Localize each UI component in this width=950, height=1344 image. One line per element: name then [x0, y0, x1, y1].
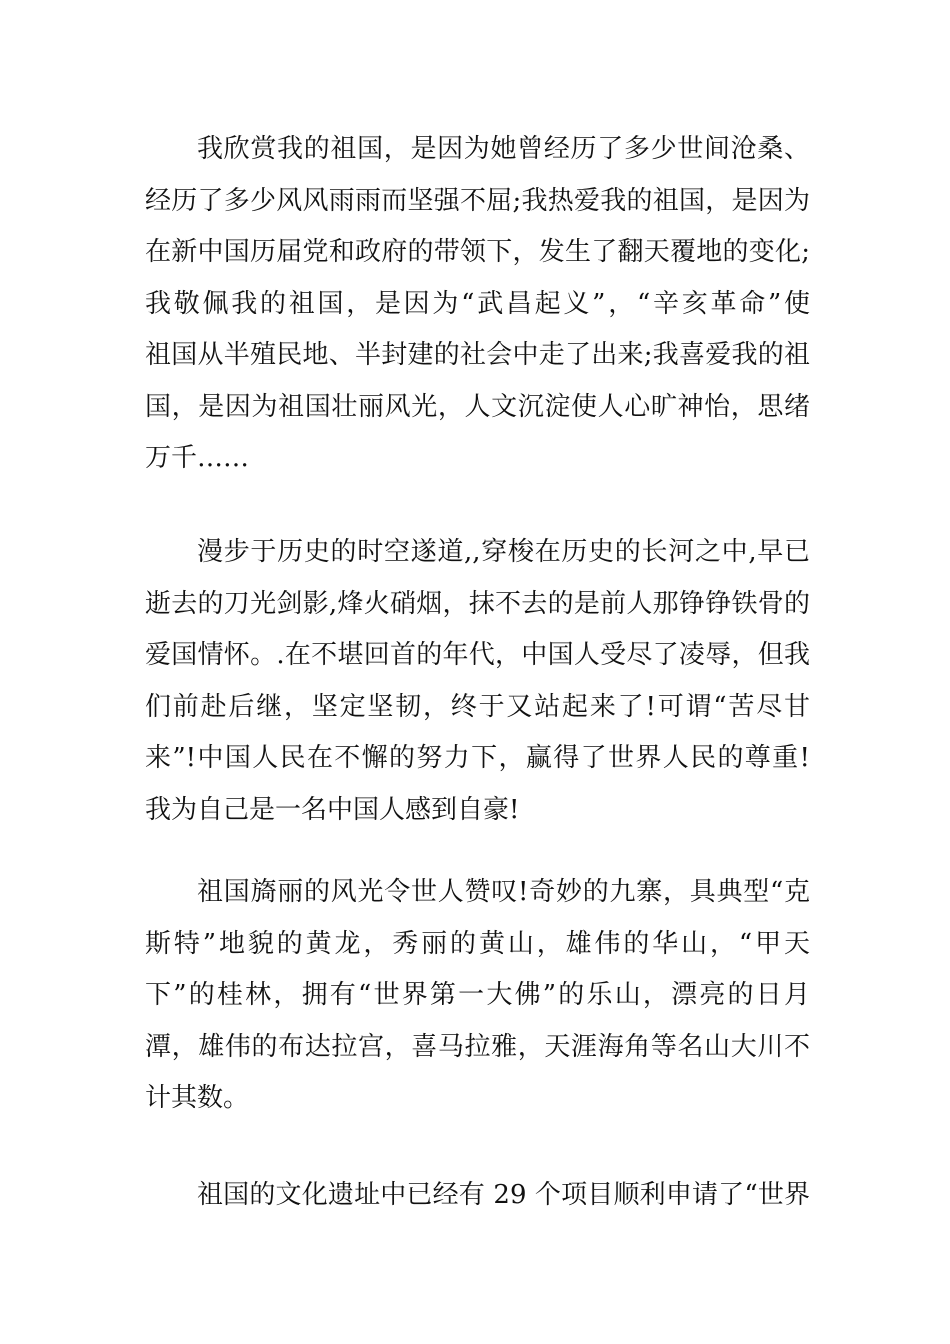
paragraph-1: [145, 124, 810, 485]
paragraph-line: 下”的桂林，拥有“世界第一大佛”的乐山，漂亮的日月: [145, 980, 810, 1010]
paragraph-line: 万千……: [145, 443, 250, 473]
paragraph-line: 国，是因为祖国壮丽风光，人文沉淀使人心旷神怡，思绪: [145, 391, 810, 422]
paragraph-line: 祖国从半殖民地、半封建的社会中走了出来;我喜爱我的祖: [145, 340, 810, 370]
paragraph-line: 我为自己是一名中国人感到自豪!: [145, 794, 520, 825]
paragraph-line: 我欣赏我的祖国，是因为她曾经历了多少世间沧桑、: [197, 134, 810, 164]
paragraph-line: 计其数。: [145, 1083, 250, 1113]
paragraph-line: 来”!中国人民在不懈的努力下，赢得了世界人民的尊重!: [145, 743, 810, 773]
paragraph-3: [145, 867, 810, 1125]
paragraph-line: 祖国的文化遗址中已经有 29 个项目顺利申请了“世界: [197, 1180, 810, 1210]
paragraph-line: 我敬佩我的祖国，是因为“武昌起义”，“辛亥革命”使: [145, 288, 810, 319]
paragraph-line: 们前赴后继，坚定坚韧，终于又站起来了!可谓“苦尽甘: [145, 691, 810, 722]
paragraph-line: 在新中国历届党和政府的带领下，发生了翻天覆地的变化;: [145, 237, 810, 267]
paragraph-line: 逝去的刀光剑影,烽火硝烟，抹不去的是前人那铮铮铁骨的: [145, 588, 810, 619]
paragraph-2: [145, 527, 810, 836]
paragraph-line: 漫步于历史的时空遂道,,穿梭在历史的长河之中,早已: [197, 537, 810, 567]
paragraph-line: 爱国情怀。.在不堪回首的年代，中国人受尽了凌辱，但我: [145, 640, 810, 670]
paragraph-line: 祖国旖丽的风光令世人赞叹!奇妙的九寨，具典型“克: [197, 877, 810, 907]
paragraph-line: 潭，雄伟的布达拉宫，喜马拉雅，天涯海角等名山大川不: [145, 1031, 810, 1062]
paragraph-line: 经历了多少风风雨雨而坚强不屈;我热爱我的祖国，是因为: [145, 185, 810, 216]
paragraph-4: [145, 1170, 810, 1222]
paragraph-line: 斯特”地貌的黄龙，秀丽的黄山，雄伟的华山，“甲天: [145, 928, 810, 959]
